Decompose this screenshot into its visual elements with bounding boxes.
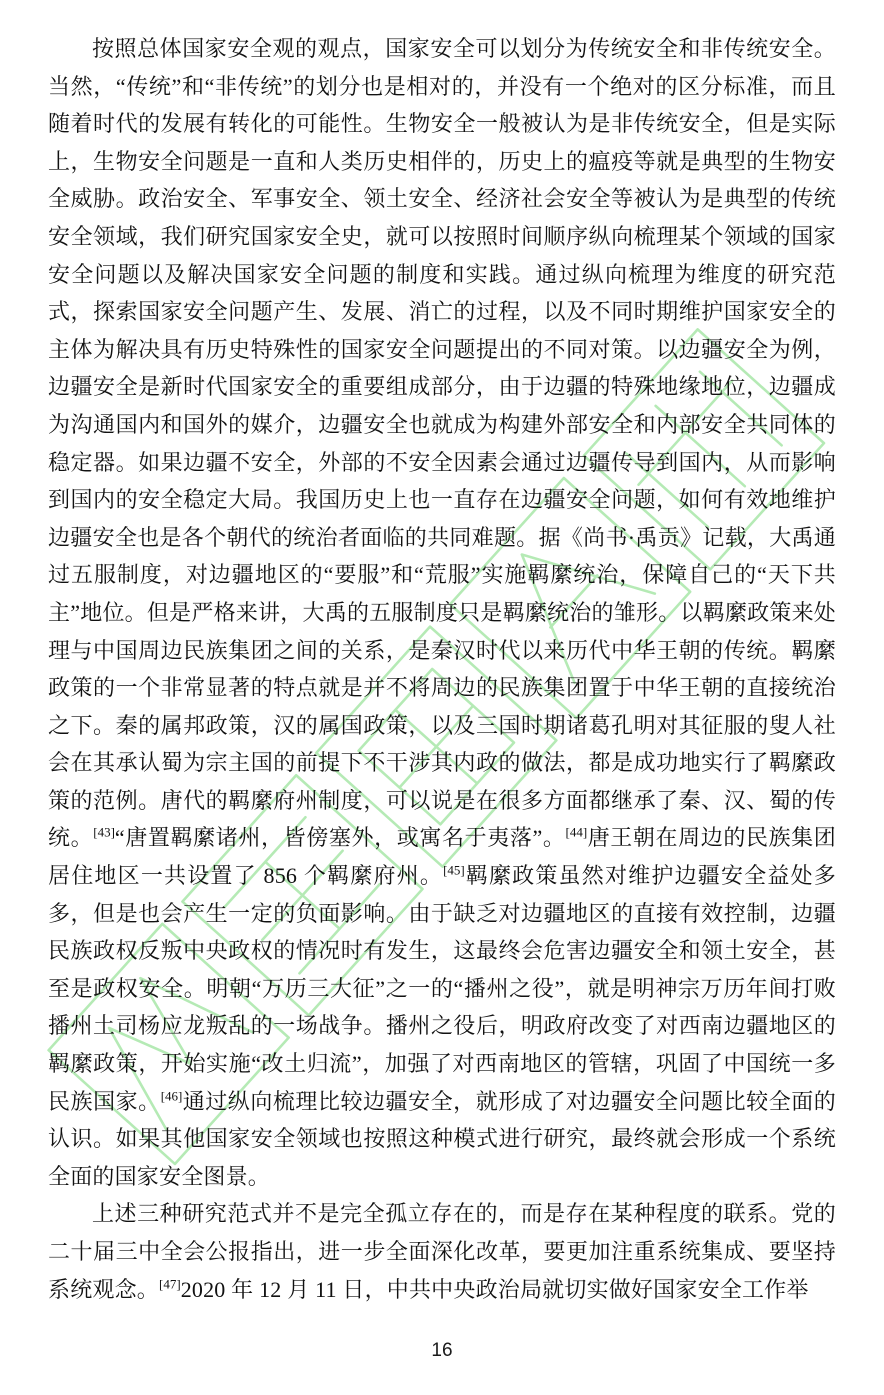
- paragraph-text: 唐王朝在周边的民族集团居住地区一共设置了 856 个羁縻府州。: [48, 825, 837, 889]
- paragraph-text: 上述三种研究范式并不是完全孤立存在的，而是存在某种程度的联系。党的二十届三中全会公报指出，进一步全面深化改革，要更加注重系统集成、要坚持系统观念。: [48, 1201, 836, 1302]
- footnote-ref: [47]: [159, 1276, 181, 1292]
- paragraph-text: 按照总体国家安全观的观点，国家安全可以划分为传统安全和非传统安全。当然，“传统”和“非传统”的划分也是相对的，并没有一个绝对的区分标准，而且随着时代的发展有转化的可能性。生物安全一般被认为是非传统安全，但是实际上，生物安全问题是一直和人类历史相伴的，历史上的瘟疫等就是典型的生物安全威胁。政治安全、军事安全、领土安全、经济社会安全等被认为是典型的传统安全领域，我们研究国家安全史，就可以按照时间顺序纵向梳理某个领域的国家安全问题以及解决国家安全问题的制度和实践。通过纵向梳理为维度的研究范式，探索国家安全问题产生、发展、消亡的过程，以及不同时期维护国家安全的主体为解决具有历史特殊性的国家安全问题提出的不同对策。以边疆安全为例，边疆安全是新时代国家安全的重要组成部分，由于边疆的特殊地缘地位，边疆成为沟通国内和国外的媒介，边疆安全也就成为构建外部安全和内部安全共同体的稳定器。如果边疆不安全，外部的不安全因素会通过边疆传导到国内，从而影响到国内的安全稳定大局。我国历史上也一直存在边疆安全问题，如何有效地维护边疆安全也是各个朝代的统治者面临的共同难题。据《尚书·禹贡》记载，大禹通过五服制度，对边疆地区的“要服”和“荒服”实施羁縻统治，保障自己的“天下共主”地位。但是严格来讲，大禹的五服制度只是羁縻统治的雏形。以羁縻政策来处理与中国周边民族集团之间的关系，是秦汉时代以来历代中华王朝的传统。羁縻政策的一个非常显著的特点就是并不将周边的民族集团置于中华王朝的直接统治之下。秦的属邦政策，汉的属国政策，以及三国时期诸葛孔明对其征服的叟人社会在其承认蜀为宗主国的前提下不干涉其内政的做法，都是成功地实行了羁縻政策的范例。唐代的羁縻府州制度，可以说是在很多方面都继承了秦、汉、蜀的传统。: [48, 36, 836, 851]
- footnote-ref: [43]: [93, 825, 115, 841]
- paragraph: [48, 1195, 836, 1308]
- paragraph-text: 通过纵向梳理比较边疆安全，就形成了对边疆安全问题比较全面的认识。如果其他国家安全领域也按照这种模式进行研究，最终就会形成一个系统全面的国家安全图景。: [48, 1088, 836, 1189]
- footnote-ref: [44]: [565, 825, 588, 841]
- page-number: 16: [431, 1340, 453, 1361]
- paragraph-text: “唐置羁縻诸州，皆傍塞外，或寓名于夷落”。: [114, 825, 566, 851]
- footnote-ref: [45]: [443, 862, 465, 878]
- document-body: [48, 30, 836, 1308]
- paragraph-text: 2020 年 12 月 11 日，中共中央政治局就切实做好国家安全工作举: [180, 1276, 809, 1302]
- paragraph: [48, 30, 836, 1195]
- paragraph-text: 羁縻政策虽然对维护边疆安全益处多多，但是也会产生一定的负面影响。由于缺乏对边疆地区的直接有效控制，边疆民族政权反叛中央政权的情况时有发生，这最终会危害边疆安全和领土安全，甚至是政权安全。明朝“万历三大征”之一的“播州之役”，就是明神宗万历年间打败播州土司杨应龙叛乱的一场战争。播州之役后，明政府改变了对西南边疆地区的羁縻政策，开始实施“改土归流”，加强了对西南地区的管辖，巩固了中国统一多民族国家。: [48, 863, 836, 1114]
- footnote-ref: [46]: [160, 1088, 183, 1104]
